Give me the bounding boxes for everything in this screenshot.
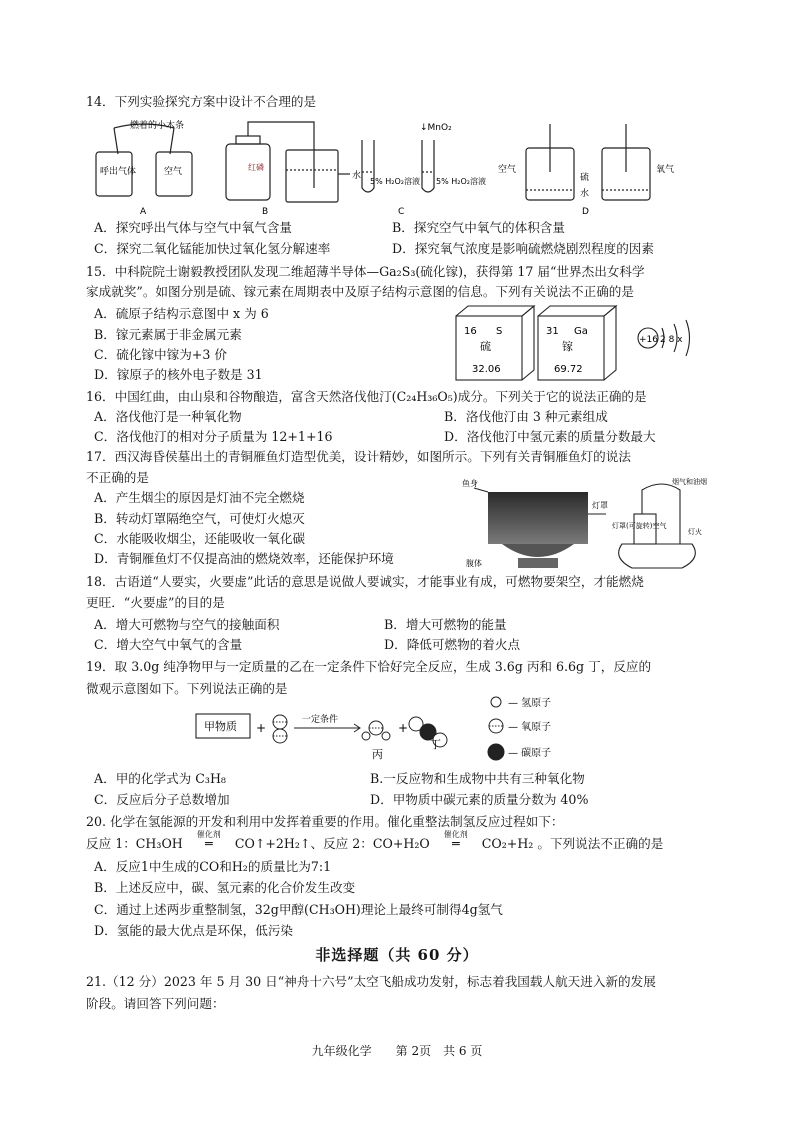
fig17-lamp: 灯罩(可旋转)空气 [612, 522, 667, 530]
fig17-fish: 鱼身 [462, 479, 478, 488]
fig-d-water: 水 [580, 189, 590, 199]
ga-mass: 69.72 [554, 364, 583, 375]
q19-micro-diagram [190, 692, 620, 766]
q14-option-b: B．探究空气中氧气的体积含量 [392, 220, 565, 235]
q17-figure [462, 474, 714, 574]
q16-option-c: C．洛伐他汀的相对分子质量为 12+1+16 [94, 429, 333, 444]
q15-option-d: D．镓原子的核外电子数是 31 [94, 367, 263, 382]
s-name: 硫 [480, 340, 491, 353]
fig17-smoke: 烟气和油烟 [672, 478, 707, 486]
q20-option-b: B．上述反应中，碳、氢元素的化合价发生改变 [94, 880, 356, 895]
q15-stem-1: 15．中科院院士谢毅教授团队发现二维超薄半导体—Ga₂S₃(硫化镓)，获得第 17 届“世界杰出女科学 [86, 264, 645, 279]
fig-c-letter: C [398, 207, 405, 217]
fig-b-water: 水 [352, 171, 362, 181]
q19-stem-2: 微观示意图如下。下列说法正确的是 [86, 681, 288, 696]
q14-figure [86, 114, 706, 218]
fig17-belly: 腹体 [466, 559, 482, 568]
q20-reaction-1: 反应 1：CH₃OH [86, 836, 183, 851]
q15-stem-2: 家成就奖”。如图分别是硫、镓元素在周期表中及原子结构示意图的信息。下列有关说法不正确的是 [86, 284, 634, 299]
atom-shells: 2 8 x [660, 335, 683, 345]
q18-option-a: A．增大可燃物与空气的接触面积 [94, 617, 280, 632]
q19-option-a: A．甲的化学式为 C₃H₈ [94, 771, 226, 786]
q19-option-c: C．反应后分子总数增加 [94, 792, 230, 807]
q14-option-c: C．探究二氧化锰能加快过氧化氢分解速率 [94, 241, 331, 256]
q17-option-c: C．水能吸收烟尘，还能吸收一氧化碳 [94, 531, 306, 546]
ga-name: 镓 [562, 340, 573, 353]
fig-a [96, 124, 192, 196]
fig-b-phos: 红磷 [248, 163, 264, 172]
q19-stem-1: 19．取 3.0g 纯净物甲与一定质量的乙在一定条件下恰好完全反应，生成 3.6g 丙和 6.6g 丁，反应的 [86, 659, 652, 674]
q17-lamp-images [462, 474, 714, 574]
q16-option-b: B．洛伐他汀由 3 种元素组成 [444, 409, 608, 424]
q19-option-d: D．甲物质中碳元素的质量分数为 40% [370, 792, 589, 807]
q19-condition: 一定条件 [302, 715, 339, 725]
q19-option-b: B.一反应物和生成物中共有三种氧化物 [370, 771, 585, 786]
ga-number: 31 [546, 326, 559, 337]
q20-reaction-2: CO↑+2H₂↑、反应 2：CO+H₂O [234, 836, 430, 851]
q18-option-c: C．增大空气中氧气的含量 [94, 637, 243, 652]
q17-option-a: A．产生烟尘的原因是灯油不完全燃烧 [94, 490, 305, 505]
fig-b-letter: B [262, 207, 269, 217]
legend-oxygen: — 氧原子 [508, 722, 552, 733]
q21-line-1: 21.（12 分）2023 年 5 月 30 日“神舟十六号”太空飞船成功发射，标志着我国载人航天进入新的发展 [86, 974, 656, 989]
q19-figure [190, 692, 620, 766]
q20-catalyst-1: 催化剂 ═ [196, 830, 221, 851]
fig-c-h2o2a: 5% H₂O₂溶液 [370, 177, 420, 186]
q15-option-b: B．镓元素属于非金属元素 [94, 327, 242, 342]
q16-option-d: D．洛伐他汀中氢元素的质量分数最大 [444, 429, 656, 444]
q18-option-b: B．增大可燃物的能量 [384, 617, 507, 632]
q20-catalyst-2: 催化剂 ═ [443, 830, 468, 851]
q16-option-a: A．洛伐他汀是一种氧化物 [94, 409, 242, 424]
q18-stem-1: 18．古语道“人要实，火要虚”此话的意思是说做人要诚实，才能事业有成，可燃物要架空，才能燃烧 [86, 574, 644, 589]
q20-option-a: A．反应1中生成的CO和H₂的质量比为7:1 [94, 859, 332, 874]
fig-c-h2o2b: 5% H₂O₂溶液 [436, 177, 486, 186]
q20-stem-1: 20. 化学在氢能源的开发和利用中发挥着重要的作用。催化重整法制氢反应过程如下： [86, 814, 564, 829]
q15-option-c: C．硫化镓中镓为+3 价 [94, 347, 227, 362]
page-footer: 九年级化学 第 2页 共 6 页 [311, 1044, 483, 1058]
q18-stem-2: 更旺．“火要虚”的目的是 [86, 595, 225, 610]
s-number: 16 [464, 326, 477, 337]
ga-symbol: Ga [574, 326, 588, 337]
fig-d-sulfur: 硫 [580, 173, 590, 183]
q19-box-label: 甲物质 [204, 720, 237, 733]
s-mass: 32.06 [472, 364, 501, 375]
q18-option-d: D．降低可燃物的着火点 [384, 637, 521, 652]
q19-product-c: 丙 [372, 748, 383, 761]
fig17-shade: 灯罩 [592, 501, 608, 510]
q14-apparatus-svg [86, 114, 706, 218]
fig-d-letter: D [582, 207, 589, 217]
q17-stem-1: 17．西汉海昏侯墓出土的青铜雁鱼灯造型优美，设计精妙，如图所示。下列有关青铜雁鱼灯的说法 [86, 449, 631, 464]
q15-element-cards [452, 302, 702, 384]
q20-reaction-tail: CO₂+H₂ 。下列说法不正确的是 [481, 836, 664, 851]
q20-option-d: D．氢能的最大优点是环保，低污染 [94, 923, 294, 938]
q14-option-d: D．探究氧气浓度是影响硫燃烧剧烈程度的因素 [392, 241, 654, 256]
q20-option-c: C．通过上述两步重整制氢，32g甲醇(CH₃OH)理论上最终可制得4g氢气 [94, 902, 503, 917]
q16-stem: 16．中国红曲，由山泉和谷物酿造，富含天然洛伐他汀(C₂₄H₃₆O₅)成分。下列关于它的说法正确的是 [86, 389, 647, 404]
plus-2: + [398, 721, 409, 735]
q17-stem-2: 不正确的是 [86, 470, 149, 485]
fig-a-letter: A [140, 207, 147, 217]
q14-stem: 14．下列实验探究方案中设计不合理的是 [86, 94, 317, 109]
fig-a-stick: 燃着的小木条 [130, 121, 185, 131]
fig-d-oxygen: 氧气 [656, 165, 675, 175]
q17-option-b: B．转动灯罩隔绝空气，可使灯火熄灭 [94, 511, 305, 526]
fig17-fire: 灯火 [688, 528, 702, 536]
atom-nucleus: +16 [639, 335, 658, 345]
q21-line-2: 阶段。请回答下列问题： [86, 996, 225, 1011]
legend-hydrogen: — 氢原子 [508, 698, 552, 709]
fig-a-exhaled: 呼出气体 [100, 167, 137, 177]
fig-a-air: 空气 [164, 167, 183, 177]
plus-1: + [256, 721, 267, 735]
q19-product-d: 丁 [430, 738, 441, 751]
q14-option-a: A．探究呼出气体与空气中氧气含量 [94, 220, 293, 235]
s-symbol: S [496, 326, 503, 337]
legend-carbon: — 碳原子 [508, 748, 552, 759]
q15-option-a: A．硫原子结构示意图中 x 为 6 [94, 306, 269, 321]
fig-d-air: 空气 [498, 165, 517, 175]
q15-figure [452, 302, 702, 384]
fig-c-mno2: ↓MnO₂ [420, 123, 452, 133]
fig-b [226, 122, 350, 202]
section-title: 非选择题（共 60 分） [315, 946, 479, 964]
q17-option-d: D．青铜雁鱼灯不仅提高油的燃烧效率，还能保护环境 [94, 551, 394, 566]
q20-reactions [86, 830, 664, 852]
